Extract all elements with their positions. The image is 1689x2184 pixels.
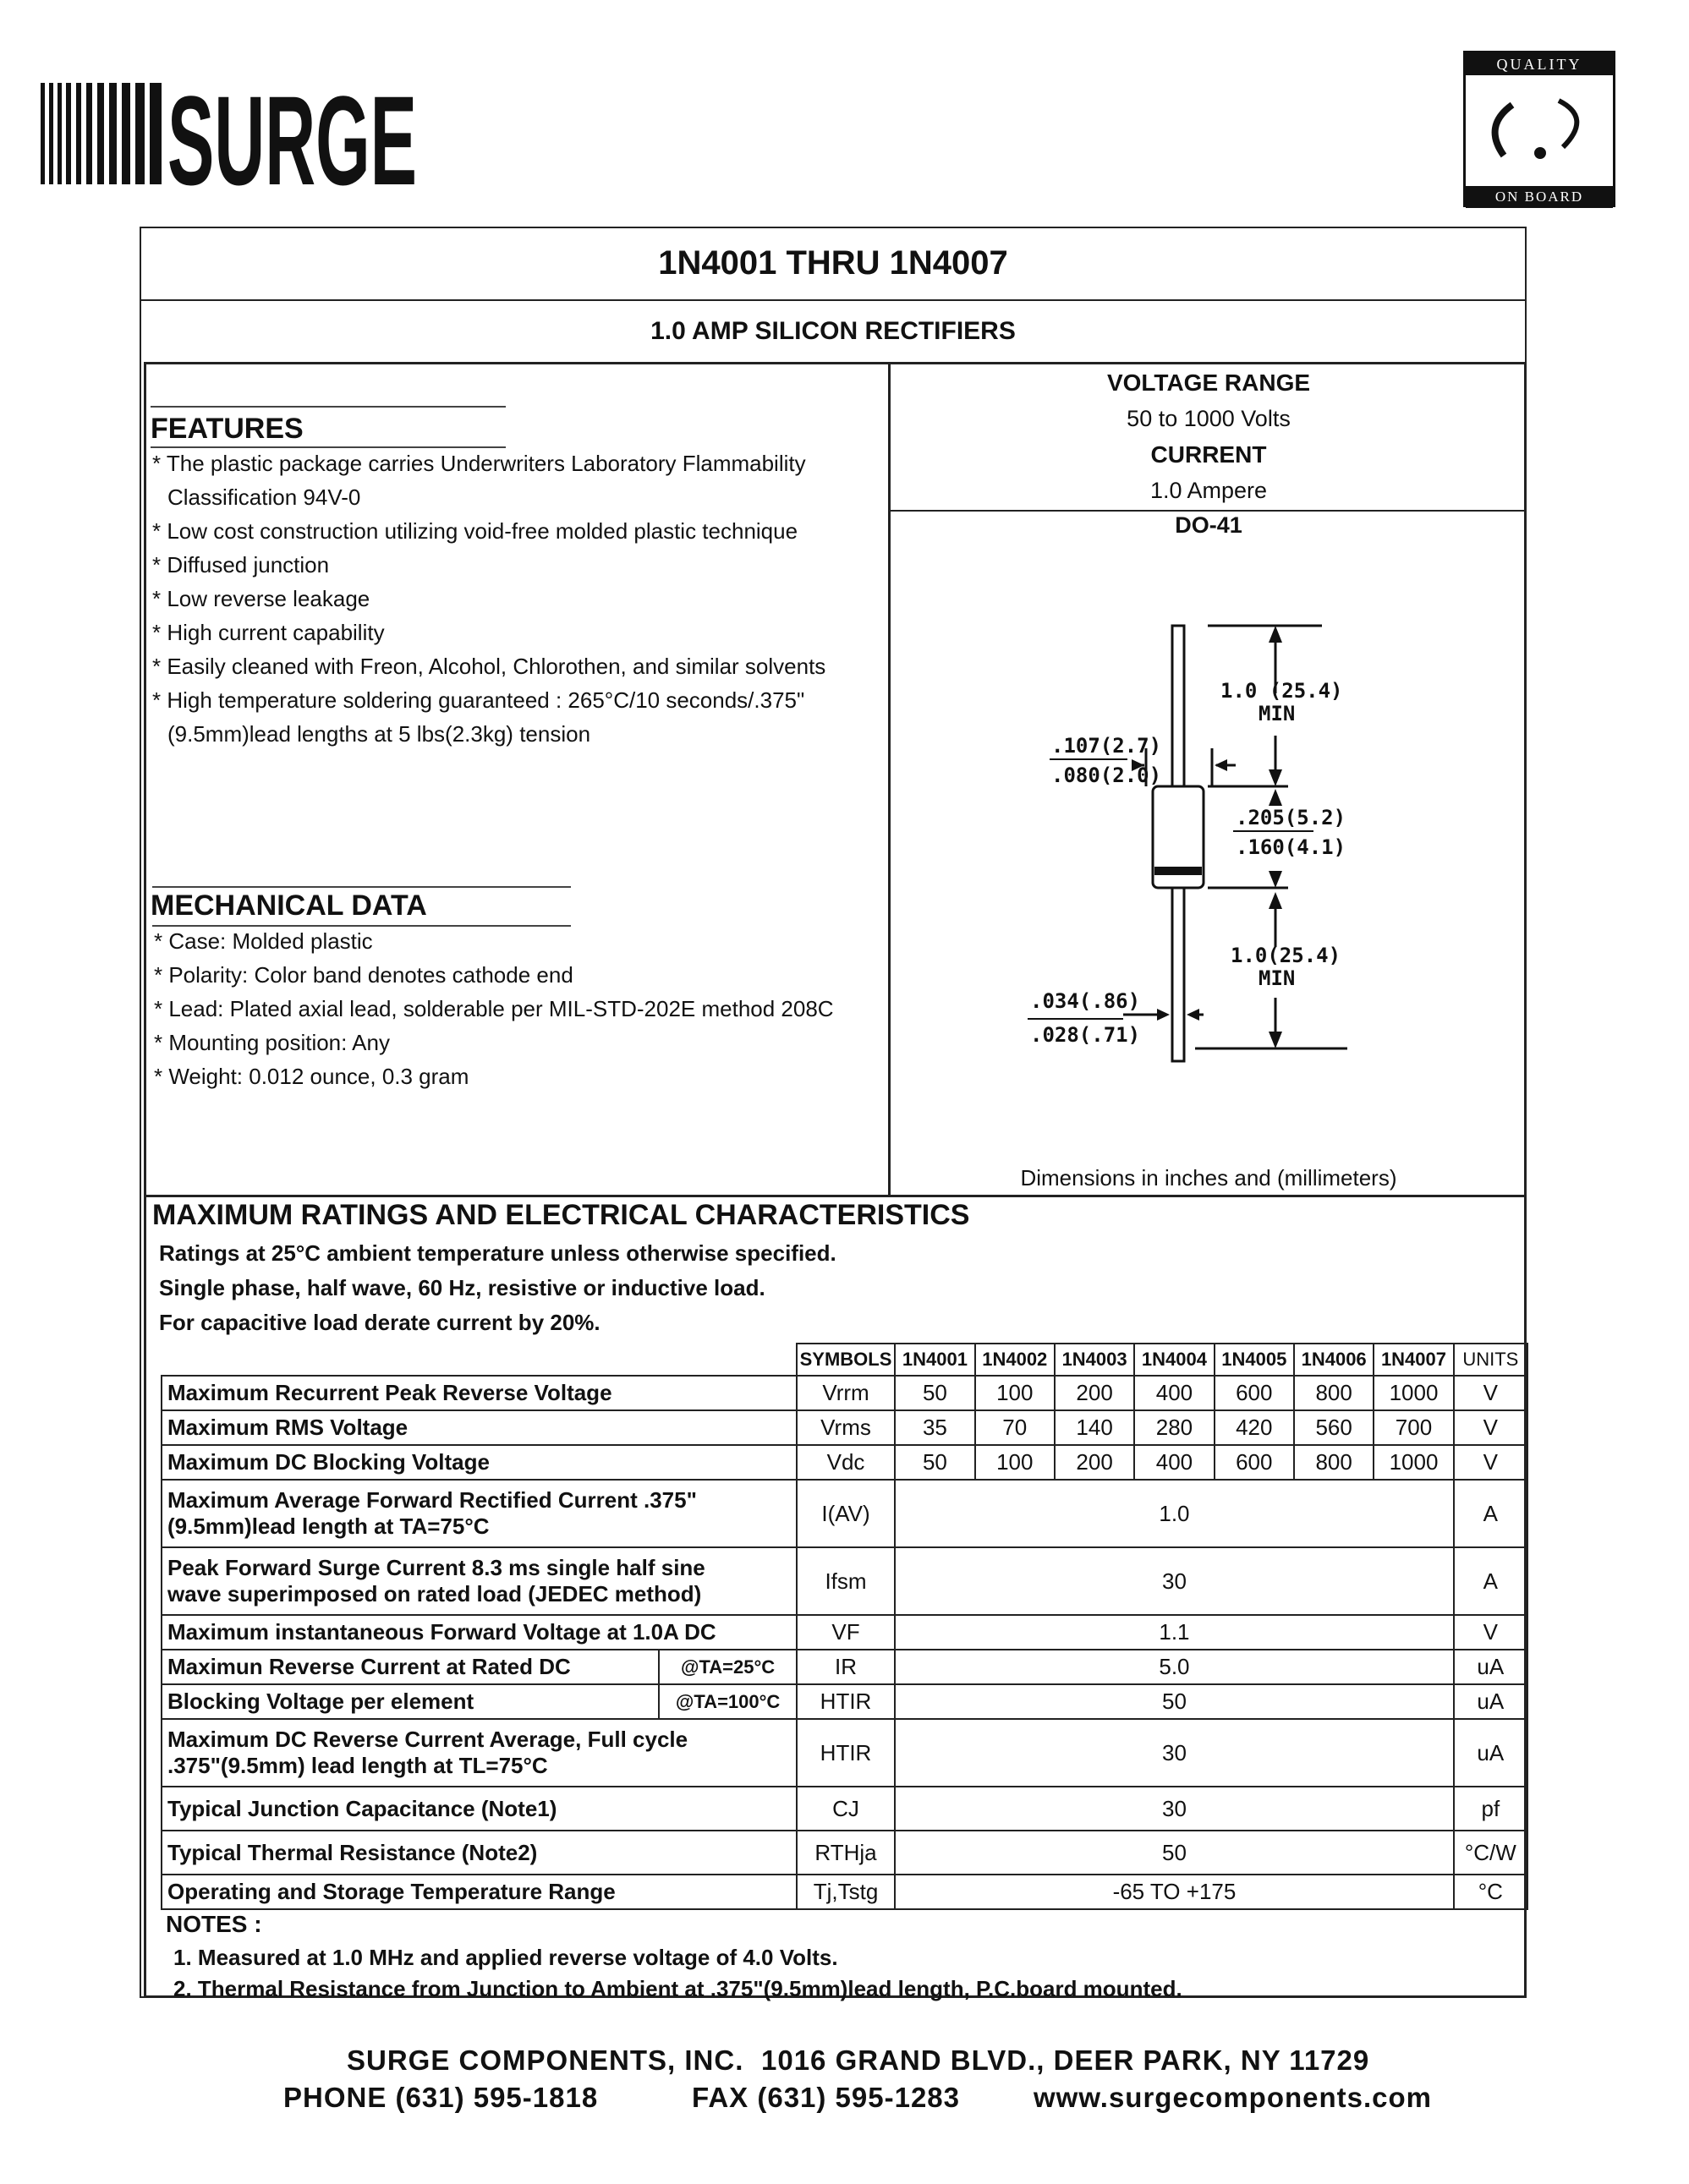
row-symbol: RTHja: [797, 1831, 895, 1875]
row-symbol: HTIR: [797, 1719, 895, 1787]
cell-value: -65 TO +175: [895, 1875, 1453, 1909]
cell-value: 35: [895, 1410, 974, 1445]
row-unit: A: [1454, 1480, 1527, 1547]
mechanical-list: [151, 924, 878, 1093]
row-unit: uA: [1454, 1684, 1527, 1719]
feature-item: * Easily cleaned with Freon, Alcohol, Chlorothen, and similar solvents: [152, 654, 826, 679]
row-label: Peak Forward Surge Current 8.3 ms single half sine wave superimposed on rated load (JEDEC method): [162, 1547, 797, 1615]
row-unit: uA: [1454, 1719, 1527, 1787]
cell-value: 280: [1134, 1410, 1214, 1445]
body-length-max: .205(5.2): [1236, 806, 1346, 829]
row-unit: V: [1454, 1445, 1527, 1480]
features-rule-top: [151, 406, 506, 408]
row-condition: @TA=25°C: [659, 1650, 796, 1684]
note-2: 2. Thermal Resistance from Junction to Ambient at .375"(9.5mm)lead length, P.C.board mounted.: [173, 1976, 1182, 2001]
features-heading: FEATURES: [151, 413, 304, 445]
cell-value: 1.1: [895, 1615, 1453, 1650]
lead-dia-max: .107(2.7): [1051, 734, 1162, 758]
ratings-intro-line: Single phase, half wave, 60 Hz, resistive or inductive load.: [159, 1275, 765, 1300]
footer-web[interactable]: www.surgecomponents.com: [1034, 2082, 1433, 2113]
cell-value: 30: [895, 1547, 1453, 1615]
cell-value: 200: [1055, 1376, 1134, 1410]
header-1n4004: 1N4004: [1134, 1344, 1214, 1376]
current-label: CURRENT: [1150, 441, 1267, 468]
table-row: [162, 1719, 1527, 1787]
header-1n4007: 1N4007: [1374, 1344, 1453, 1376]
mechanical-item: * Mounting position: Any: [154, 1030, 390, 1055]
header-1n4006: 1N4006: [1294, 1344, 1374, 1376]
header-units: UNITS: [1454, 1344, 1527, 1376]
table-row: [162, 1410, 1527, 1445]
mechanical-text: Polarity: Color band denotes cathode end: [168, 962, 573, 988]
table-row: [162, 1684, 1527, 1719]
quality-badge-bottom: ON BOARD: [1466, 186, 1613, 208]
table-row: [162, 1445, 1527, 1480]
voltage-range-label: VOLTAGE RANGE: [1106, 369, 1311, 396]
specs-box: [891, 365, 1527, 507]
quality-badge: [1463, 51, 1615, 207]
table-row: [162, 1376, 1527, 1410]
row-condition: @TA=100°C: [659, 1684, 796, 1719]
mechanical-heading: MECHANICAL DATA: [151, 889, 427, 922]
mechanical-item: * Case: Molded plastic: [154, 928, 373, 954]
cell-value: 600: [1215, 1376, 1294, 1410]
row-unit: pf: [1454, 1787, 1527, 1831]
lead-length-top-min: MIN: [1259, 702, 1296, 725]
row-symbol: Vrms: [797, 1410, 895, 1445]
row-label: Typical Thermal Resistance (Note2): [162, 1831, 797, 1875]
lead-dia-min: .080(2.0): [1051, 764, 1162, 787]
feature-text: Diffused junction: [167, 552, 330, 577]
cell-value: 420: [1215, 1410, 1294, 1445]
diode-outline-drawing: [891, 541, 1527, 1082]
row-unit: °C: [1454, 1875, 1527, 1909]
row-symbol: VF: [797, 1615, 895, 1650]
table-row: [162, 1547, 1527, 1615]
cell-value: 100: [975, 1445, 1055, 1480]
cell-value: 70: [975, 1410, 1055, 1445]
cathode-band: [1154, 867, 1202, 875]
row-symbol: HTIR: [797, 1684, 895, 1719]
wire-dia-max: .034(.86): [1030, 989, 1141, 1013]
cell-value: 800: [1294, 1376, 1374, 1410]
page-subtitle: 1.0 AMP SILICON RECTIFIERS: [650, 317, 1016, 345]
cell-value: 30: [895, 1787, 1453, 1831]
table-row: [162, 1650, 1527, 1684]
cell-value: 30: [895, 1719, 1453, 1787]
mechanical-text: Mounting position: Any: [168, 1030, 390, 1055]
cell-value: 50: [895, 1376, 974, 1410]
mechanical-rule-top: [152, 886, 571, 888]
row-label: Maximum DC Reverse Current Average, Full cycle .375"(9.5mm) lead length at TL=75°C: [162, 1719, 797, 1787]
table-header-row: [162, 1344, 1527, 1376]
feature-text: Low cost construction utilizing void-free molded plastic technique: [167, 518, 798, 544]
cell-value: 1.0: [895, 1480, 1453, 1547]
table-row: [162, 1615, 1527, 1650]
row-label: Typical Junction Capacitance (Note1): [162, 1787, 797, 1831]
cell-value: 700: [1374, 1410, 1453, 1445]
header-1n4001: 1N4001: [895, 1344, 974, 1376]
footer-fax: FAX (631) 595-1283: [692, 2082, 961, 2113]
brand-name: SURGE: [167, 69, 417, 211]
row-unit: V: [1454, 1615, 1527, 1650]
ratings-intro-line: Ratings at 25°C ambient temperature unless otherwise specified.: [159, 1240, 836, 1266]
row-symbol: Tj,Tstg: [797, 1875, 895, 1909]
voltage-range-value: 50 to 1000 Volts: [1127, 406, 1291, 431]
cell-value: 400: [1134, 1376, 1214, 1410]
cell-value: 50: [895, 1684, 1453, 1719]
row-label: Maximum Average Forward Rectified Current .375" (9.5mm)lead length at TA=75°C: [162, 1480, 797, 1547]
row-symbol: Vdc: [797, 1445, 895, 1480]
diode-top-lead: [1172, 626, 1184, 795]
ratings-heading: MAXIMUM RATINGS AND ELECTRICAL CHARACTERISTICS: [152, 1199, 970, 1231]
row-symbol: IR: [797, 1650, 895, 1684]
cell-value: 50: [895, 1445, 974, 1480]
cell-value: 560: [1294, 1410, 1374, 1445]
footer-phone: PHONE (631) 595-1818: [283, 2082, 599, 2113]
cell-value: 800: [1294, 1445, 1374, 1480]
row-label: Maximun Reverse Current at Rated DC: [162, 1650, 659, 1684]
body-length-min: .160(4.1): [1236, 835, 1346, 859]
cell-value: 1000: [1374, 1376, 1453, 1410]
header-1n4005: 1N4005: [1215, 1344, 1294, 1376]
feature-text: Low reverse leakage: [167, 586, 370, 611]
mechanical-text: Weight: 0.012 ounce, 0.3 gram: [168, 1064, 469, 1089]
lead-length-top: 1.0 (25.4): [1220, 679, 1343, 703]
footer-address: 1016 GRAND BLVD., DEER PARK, NY 11729: [761, 2044, 1370, 2076]
header-symbols: SYMBOLS: [797, 1344, 895, 1376]
header-1n4003: 1N4003: [1055, 1344, 1134, 1376]
row-label: Maximum Recurrent Peak Reverse Voltage: [162, 1376, 797, 1410]
notes-heading: NOTES :: [166, 1911, 262, 1937]
row-unit: A: [1454, 1547, 1527, 1615]
specs-divider: [888, 510, 1527, 512]
feature-item: * High current capability: [152, 620, 385, 645]
row-unit: °C/W: [1454, 1831, 1527, 1875]
row-symbol: I(AV): [797, 1480, 895, 1547]
lead-length-bottom-min: MIN: [1259, 966, 1296, 990]
ratings-intro: [159, 1236, 836, 1340]
mechanical-text: Case: Molded plastic: [168, 928, 373, 954]
quality-badge-top: QUALITY: [1466, 53, 1613, 75]
feature-text: High temperature soldering guaranteed : 265°C/10 seconds/.375"(9.5mm)lead lengths at 5 lbs(2.3kg) tension: [167, 687, 805, 747]
package-label: DO-41: [1175, 512, 1242, 538]
row-unit: V: [1454, 1376, 1527, 1410]
mechanical-text: Lead: Plated axial lead, solderable per MIL-STD-202E method 208C: [168, 996, 834, 1021]
feature-item: * The plastic package carries Underwriters Laboratory Flammability Classification 94V-0: [152, 451, 806, 510]
ratings-intro-line: For capacitive load derate current by 20%.: [159, 1310, 600, 1335]
table-row: [162, 1831, 1527, 1875]
row-symbol: CJ: [797, 1787, 895, 1831]
cell-value: 200: [1055, 1445, 1134, 1480]
table-row: [162, 1875, 1527, 1909]
row-label: Operating and Storage Temperature Range: [162, 1875, 797, 1909]
cell-value: 600: [1215, 1445, 1294, 1480]
feature-item: * High temperature soldering guaranteed : 265°C/10 seconds/.375"(9.5mm)lead lengths at 5 lbs(2.3kg) tension: [152, 687, 805, 747]
feature-item: * Low cost construction utilizing void-free molded plastic technique: [152, 518, 798, 544]
page-title: 1N4001 THRU 1N4007: [140, 227, 1527, 301]
row-symbol: Vrrm: [797, 1376, 895, 1410]
ratings-table: [161, 1343, 1528, 1910]
row-label: Maximum RMS Voltage: [162, 1410, 797, 1445]
feature-text: Easily cleaned with Freon, Alcohol, Chlorothen, and similar solvents: [167, 654, 826, 679]
cell-value: 100: [975, 1376, 1055, 1410]
drawing-caption: Dimensions in inches and (millimeters): [1020, 1165, 1397, 1191]
section-divider: [144, 1195, 1527, 1197]
table-row: [162, 1787, 1527, 1831]
mechanical-item: * Polarity: Color band denotes cathode end: [154, 962, 573, 988]
note-1: 1. Measured at 1.0 MHz and applied reverse voltage of 4.0 Volts.: [173, 1945, 838, 1970]
feature-item: * Low reverse leakage: [152, 586, 370, 611]
cell-value: 140: [1055, 1410, 1134, 1445]
surge-logo: [41, 69, 421, 211]
row-label: Blocking Voltage per element: [162, 1684, 659, 1719]
quality-mark-icon: [1466, 75, 1613, 182]
footer-company: SURGE COMPONENTS, INC.: [347, 2044, 744, 2076]
table-row: [162, 1480, 1527, 1547]
row-label: Maximum instantaneous Forward Voltage at 1.0A DC: [162, 1615, 797, 1650]
cell-value: 1000: [1374, 1445, 1453, 1480]
feature-item: * Diffused junction: [152, 552, 330, 577]
row-symbol: Ifsm: [797, 1547, 895, 1615]
row-unit: uA: [1454, 1650, 1527, 1684]
mechanical-item: * Weight: 0.012 ounce, 0.3 gram: [154, 1064, 469, 1089]
wire-dia-min: .028(.71): [1030, 1023, 1141, 1047]
diode-bottom-lead: [1172, 888, 1184, 1061]
feature-text: High current capability: [167, 620, 385, 645]
cell-value: 5.0: [895, 1650, 1453, 1684]
header-1n4002: 1N4002: [975, 1344, 1055, 1376]
cell-value: 50: [895, 1831, 1453, 1875]
mechanical-item: * Lead: Plated axial lead, solderable per MIL-STD-202E method 208C: [154, 996, 834, 1021]
features-list: [149, 446, 876, 751]
cell-value: 400: [1134, 1445, 1214, 1480]
lead-length-bottom: 1.0(25.4): [1231, 944, 1341, 967]
row-unit: V: [1454, 1410, 1527, 1445]
feature-text: The plastic package carries Underwriters Laboratory Flammability Classification 94V-0: [166, 451, 806, 510]
row-label: Maximum DC Blocking Voltage: [162, 1445, 797, 1480]
current-value: 1.0 Ampere: [1149, 478, 1268, 503]
